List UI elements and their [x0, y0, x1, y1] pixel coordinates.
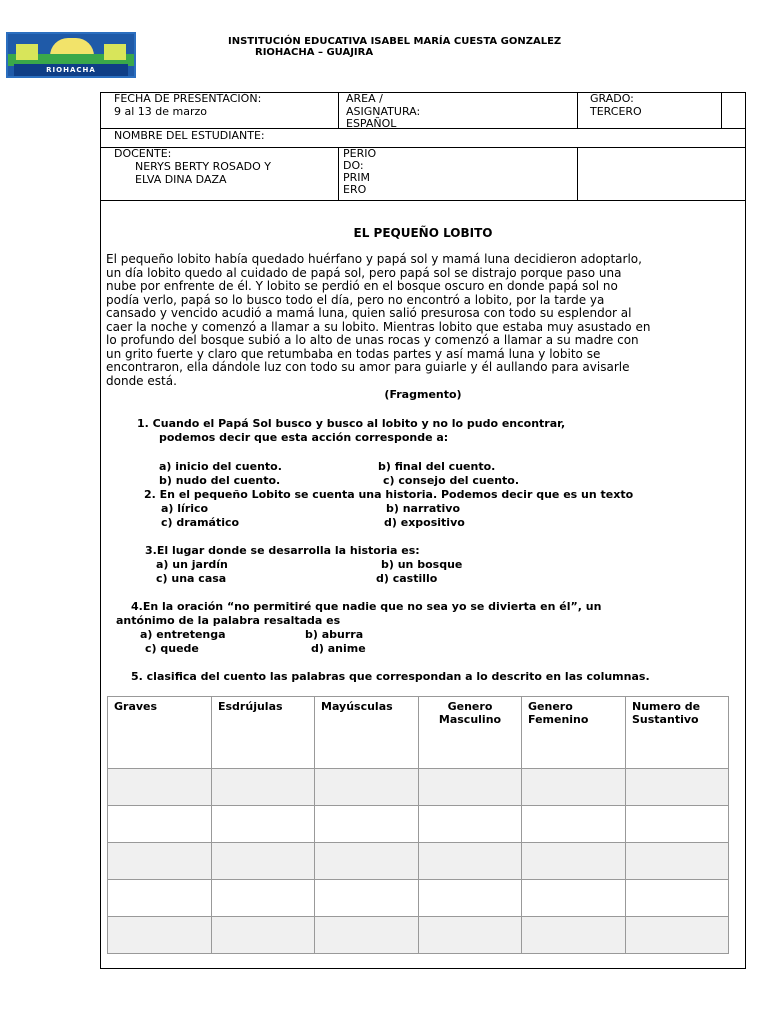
school-logo — [6, 32, 136, 78]
periodo-1: PERIO — [343, 147, 377, 160]
question-4-line-2: antónimo de la palabra resaltada es — [116, 614, 341, 627]
col-mayusculas: Mayúsculas — [315, 697, 419, 769]
institution-name: INSTITUCIÓN EDUCATIVA ISABEL MARÍA CUESTA GONZALEZ — [228, 36, 562, 47]
story-line: donde está. — [106, 373, 177, 388]
docente-label: DOCENTE: — [114, 147, 172, 160]
col-graves: Graves — [108, 697, 212, 769]
story-line: un grito fuerte y claro que retumbaba en todas partes y así mamá luna y lobito se — [106, 346, 601, 361]
periodo-2: DO: — [343, 159, 364, 172]
col-genero-masculino: Genero Masculino — [419, 697, 522, 769]
q1-option-b: b) final del cuento. — [378, 460, 496, 473]
fecha-value: 9 al 13 de marzo — [114, 105, 208, 118]
question-4: 4.En la oración “no permitiré que nadie que no sea yo se divierta en él”, un — [131, 600, 602, 613]
table-row — [108, 843, 729, 880]
q1-option-c: c) consejo del cuento. — [383, 474, 520, 487]
story-line: encontraron, ella dándole luz con todo su amor para guiarle y él aullando para avisarle — [106, 360, 630, 374]
periodo-4: ERO — [343, 183, 367, 196]
story-line: cansado y vencido acudió a mamá luna, quien salió presurosa con todo su esplendor al — [106, 306, 632, 320]
question-3: 3.El lugar donde se desarrolla la historia es: — [145, 544, 420, 557]
area-label-2: ASIGNATURA: — [346, 105, 421, 118]
question-1: 1. Cuando el Papá Sol busco y busco al lobito y no lo pudo encontrar, — [137, 417, 566, 430]
q3-option-c: c) una casa — [156, 572, 227, 585]
area-label-1: AREA / — [346, 92, 383, 105]
q4-option-d: d) anime — [311, 642, 366, 655]
story-line: nube por enfrente de él. Y lobito se perdió en el bosque oscuro en donde papá sol no — [106, 279, 618, 293]
table-row — [108, 806, 729, 843]
table-header-row — [108, 697, 729, 769]
q1-option-b2: b) nudo del cuento. — [159, 474, 281, 487]
table-row — [108, 880, 729, 917]
q3-option-b: b) un bosque — [381, 558, 463, 571]
story-line: podía verlo, papá so lo busco todo el día, pero no encontró a lobito, por la tarde ya — [106, 292, 605, 307]
question-2: 2. En el pequeño Lobito se cuenta una historia. Podemos decir que es un texto — [144, 488, 634, 501]
q4-option-c: c) quede — [145, 642, 199, 655]
fragment-label: (Fragmento) — [384, 388, 462, 401]
col-numero-sustantivo: Numero de Sustantivo — [626, 697, 729, 769]
grado-value: TERCERO — [590, 105, 642, 118]
q2-option-c: c) dramático — [161, 516, 240, 529]
docente-name-2: ELVA DINA DAZA — [135, 173, 227, 186]
nombre-label: NOMBRE DEL ESTUDIANTE: — [114, 129, 265, 142]
col-esdrujulas: Esdrújulas — [212, 697, 315, 769]
q2-option-b: b) narrativo — [386, 502, 461, 515]
table-row — [108, 769, 729, 806]
q1-option-a: a) inicio del cuento. — [159, 460, 282, 473]
story-line: lo profundo del bosque subió a lo alto de unas rocas y comenzó a llamar a su madre con — [106, 333, 639, 347]
q2-option-d: d) expositivo — [384, 516, 465, 529]
story-text — [106, 253, 742, 388]
q2-option-a: a) lírico — [161, 502, 209, 515]
q3-option-a: a) un jardín — [156, 558, 228, 571]
q3-option-d: d) castillo — [376, 572, 438, 585]
question-1-line-2: podemos decir que esta acción corresponde a: — [159, 431, 449, 444]
question-5: 5. clasifica del cuento las palabras que correspondan a lo descrito en las columnas. — [131, 670, 650, 683]
table-row — [108, 917, 729, 954]
periodo-3: PRIM — [343, 171, 371, 184]
fecha-label: FECHA DE PRESENTACIÓN: — [114, 92, 262, 105]
docente-name-1: NERYS BERTY ROSADO Y — [135, 160, 271, 173]
col-genero-femenino: Genero Femenino — [522, 697, 626, 769]
story-line: El pequeño lobito había quedado huérfano y papá sol y mamá luna decidieron adoptarlo, — [106, 252, 642, 266]
grado-label: GRADO: — [590, 92, 634, 105]
institution-location: RIOHACHA – GUAJIRA — [255, 47, 374, 58]
classification-table — [107, 696, 729, 954]
area-value: ESPAÑOL — [346, 117, 397, 130]
q4-option-b: b) aburra — [305, 628, 364, 641]
story-line: caer la noche y comenzó a llamar a su lobito. Mientras lobito que estaba muy asustado en — [106, 319, 651, 334]
story-title: EL PEQUEÑO LOBITO — [353, 226, 493, 240]
logo-text: RIOHACHA — [14, 64, 128, 76]
q4-option-a: a) entretenga — [140, 628, 226, 641]
story-line: un día lobito quedo al cuidado de papá sol, pero papá sol se distrajo porque paso una — [106, 265, 622, 280]
